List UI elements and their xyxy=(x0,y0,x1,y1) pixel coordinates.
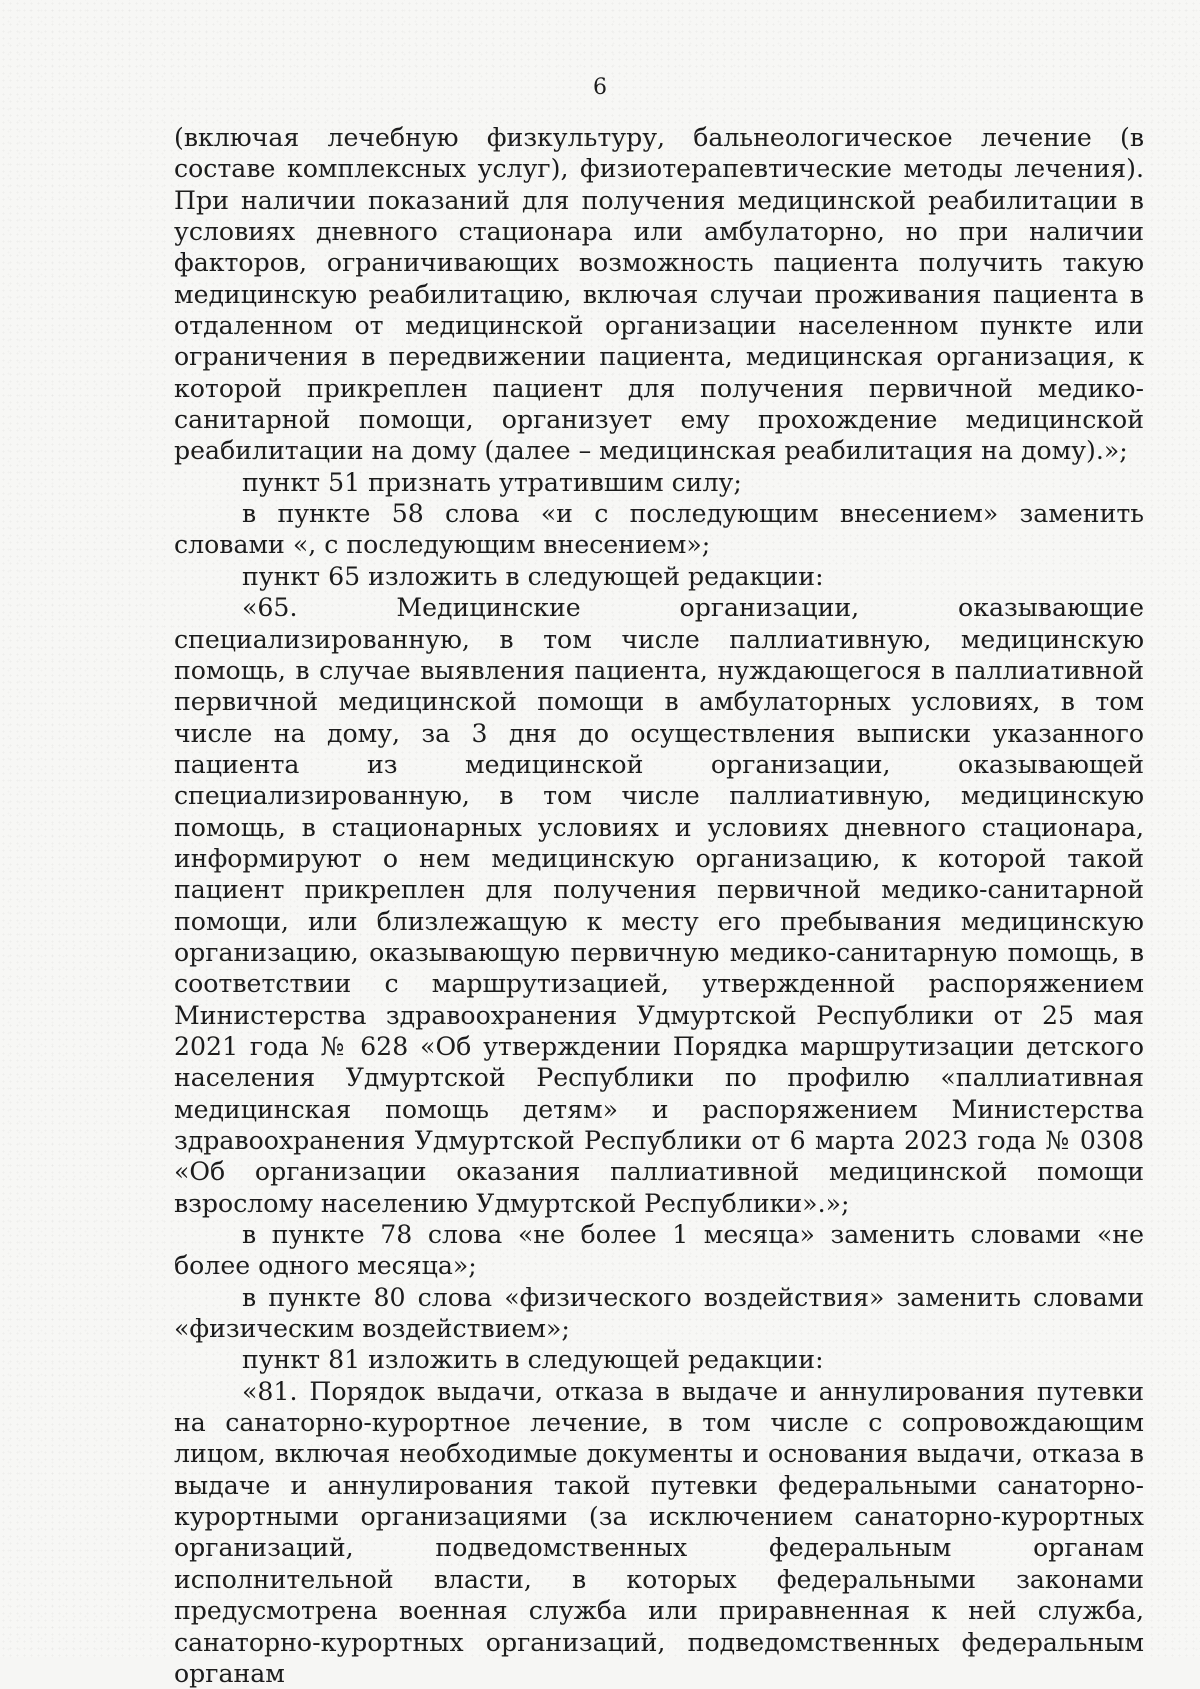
paragraph-item-65-intro: пункт 65 изложить в следующей редакции: xyxy=(242,561,824,591)
paragraph-continuation: (включая лечебную физкультуру, бальнеологическое лечение (в составе комплексных услуг), физиотерапевтические методы лечения). При наличии показаний для получения медицинской реабилитации в условиях дневного стационара или амбулаторно, но при наличии факторов, ограничивающих возможность пациента получить такую медицинскую реабилитацию, включая случаи проживания пациента в отдаленном от медицинской организации населенном пункте или ограничения в передвижении пациента, медицинская организация, к которой прикреплен пациент для получения первичной медико-санитарной помощи, организует ему прохождение медицинской реабилитации на дому (далее – медицинская реабилитация на дому).»; xyxy=(174,123,1144,466)
paragraph-item-81-text: «81. Порядок выдачи, отказа в выдаче и аннулирования путевки на санаторно-курортное лечение, в том числе с сопровождающим лицом, включая необходимые документы и основания выдачи, отказа в выдаче и аннулирования такой путевки федеральными санаторно-курортными организациями (за исключением санаторно-курортных организаций, подведомственных федеральным органам исполнительной власти, в которых федеральными законами предусмотрена военная служба или приравненная к ней служба, санаторно-курортных организаций, подведомственных федеральным органам xyxy=(174,1376,1144,1688)
paragraph-item-65-text: «65. Медицинские организации, оказывающие специализированную, в том числе паллиативную, медицинскую помощь, в случае выявления пациента, нуждающегося в паллиативной первичной медицинской помощи в амбулаторных условиях, в том числе на дому, за 3 дня до осуществления выписки указанного пациента из медицинской организации, оказывающей специализированную, в том числе паллиативную, медицинскую помощь, в стационарных условиях и условиях дневного стационара, информируют о нем медицинскую организацию, к которой такой пациент прикреплен для получения первичной медико-санитарной помощи, или близлежащую к месту его пребывания медицинскую организацию, оказывающую первичную медико-санитарную помощь, в соответствии с маршрутизацией, утвержденной распоряжением Министерства здравоохранения Удмуртской Республики от 25 мая 2021 года № 628 «Об утверждении Порядка маршрутизации детского населения Удмуртской Республики по профилю «паллиативная медицинская помощь детям» и распоряжением Министерства здравоохранения Удмуртской Республики от 6 марта 2023 года № 0308 «Об организации оказания паллиативной медицинской помощи взрослому населению Удмуртской Республики».»; xyxy=(174,593,1144,1218)
document-body xyxy=(174,122,1144,1689)
paragraph-item-78: в пункте 78 слова «не более 1 месяца» заменить словами «не более одного месяца»; xyxy=(174,1220,1144,1281)
paragraph-item-58: в пункте 58 слова «и с последующим внесением» заменить словами «, с последующим внесением»; xyxy=(174,499,1144,560)
page-number: 6 xyxy=(593,75,607,100)
paragraph-item-51: пункт 51 признать утратившим силу; xyxy=(242,467,742,497)
paragraph-item-81-intro: пункт 81 изложить в следующей редакции: xyxy=(242,1345,824,1375)
paragraph-item-80: в пункте 80 слова «физического воздействия» заменить словами «физическим воздействием»; xyxy=(174,1282,1144,1344)
